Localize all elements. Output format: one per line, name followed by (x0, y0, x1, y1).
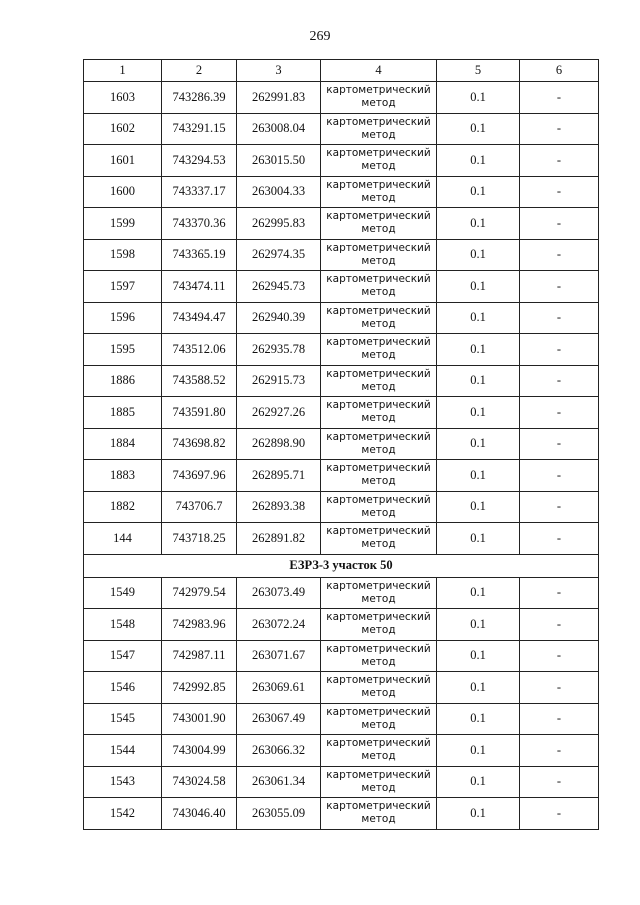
accuracy-cell: 0.1 (437, 798, 520, 830)
table-row (84, 491, 599, 523)
x-coordinate-cell: 743474.11 (162, 271, 237, 303)
y-coordinate-cell: 263015.50 (237, 145, 321, 177)
note-cell: - (520, 640, 599, 672)
method-text: картометрический (326, 399, 431, 412)
method-text: метод (361, 128, 396, 141)
header-cell: 3 (237, 60, 321, 82)
method-cell (321, 334, 437, 366)
header-cell: 1 (84, 60, 162, 82)
y-coordinate-cell: 262940.39 (237, 302, 321, 334)
method-cell (321, 271, 437, 303)
table-row (84, 365, 599, 397)
method-text: картометрический (326, 737, 431, 750)
accuracy-cell: 0.1 (437, 640, 520, 672)
point-number-cell: 1600 (84, 176, 162, 208)
x-coordinate-cell: 743591.80 (162, 397, 237, 429)
table-row (84, 460, 599, 492)
note-cell: - (520, 672, 599, 704)
method-text: картометрический (326, 147, 431, 160)
accuracy-cell: 0.1 (437, 176, 520, 208)
point-number-cell: 1545 (84, 703, 162, 735)
method-text: метод (361, 538, 396, 551)
point-number-cell: 1883 (84, 460, 162, 492)
table-row (84, 334, 599, 366)
accuracy-cell: 0.1 (437, 302, 520, 334)
accuracy-cell: 0.1 (437, 491, 520, 523)
y-coordinate-cell: 262945.73 (237, 271, 321, 303)
note-cell: - (520, 397, 599, 429)
method-text: картометрический (326, 705, 431, 718)
y-coordinate-cell: 263004.33 (237, 176, 321, 208)
method-cell (321, 703, 437, 735)
note-cell: - (520, 239, 599, 271)
method-text: метод (361, 781, 396, 794)
method-cell (321, 640, 437, 672)
accuracy-cell: 0.1 (437, 365, 520, 397)
note-cell: - (520, 491, 599, 523)
note-cell: - (520, 271, 599, 303)
method-text: метод (361, 750, 396, 763)
point-number-cell: 1886 (84, 365, 162, 397)
method-text: метод (361, 254, 396, 267)
table-row (84, 176, 599, 208)
method-cell (321, 145, 437, 177)
method-cell (321, 82, 437, 114)
accuracy-cell: 0.1 (437, 271, 520, 303)
y-coordinate-cell: 262974.35 (237, 239, 321, 271)
method-text: картометрический (326, 273, 431, 286)
note-cell: - (520, 176, 599, 208)
x-coordinate-cell: 743370.36 (162, 208, 237, 240)
method-text: метод (361, 687, 396, 700)
y-coordinate-cell: 262995.83 (237, 208, 321, 240)
point-number-cell: 144 (84, 523, 162, 555)
method-cell (321, 239, 437, 271)
x-coordinate-cell: 743512.06 (162, 334, 237, 366)
accuracy-cell: 0.1 (437, 766, 520, 798)
method-text: картометрический (326, 579, 431, 592)
point-number-cell: 1549 (84, 577, 162, 609)
table-row (84, 672, 599, 704)
method-text: метод (361, 380, 396, 393)
x-coordinate-cell: 742983.96 (162, 609, 237, 641)
method-cell (321, 460, 437, 492)
point-number-cell: 1597 (84, 271, 162, 303)
x-coordinate-cell: 743004.99 (162, 735, 237, 767)
note-cell: - (520, 798, 599, 830)
section-row (84, 554, 599, 577)
table-row (84, 113, 599, 145)
table-header-row (84, 60, 599, 82)
note-cell: - (520, 460, 599, 492)
y-coordinate-cell: 263073.49 (237, 577, 321, 609)
method-cell (321, 523, 437, 555)
method-text: метод (361, 624, 396, 637)
y-coordinate-cell: 262915.73 (237, 365, 321, 397)
table-row (84, 703, 599, 735)
x-coordinate-cell: 743291.15 (162, 113, 237, 145)
note-cell: - (520, 82, 599, 114)
y-coordinate-cell: 262893.38 (237, 491, 321, 523)
table-row (84, 208, 599, 240)
point-number-cell: 1602 (84, 113, 162, 145)
note-cell: - (520, 766, 599, 798)
point-number-cell: 1598 (84, 239, 162, 271)
x-coordinate-cell: 743706.7 (162, 491, 237, 523)
note-cell: - (520, 703, 599, 735)
note-cell: - (520, 577, 599, 609)
method-text: метод (361, 160, 396, 173)
method-text: метод (361, 191, 396, 204)
table-row (84, 428, 599, 460)
method-cell (321, 208, 437, 240)
method-cell (321, 798, 437, 830)
table-row (84, 397, 599, 429)
method-cell (321, 491, 437, 523)
accuracy-cell: 0.1 (437, 609, 520, 641)
point-number-cell: 1595 (84, 334, 162, 366)
x-coordinate-cell: 743697.96 (162, 460, 237, 492)
table-row (84, 302, 599, 334)
method-text: метод (361, 286, 396, 299)
x-coordinate-cell: 743718.25 (162, 523, 237, 555)
table-row (84, 577, 599, 609)
header-cell: 6 (520, 60, 599, 82)
x-coordinate-cell: 743024.58 (162, 766, 237, 798)
y-coordinate-cell: 262891.82 (237, 523, 321, 555)
accuracy-cell: 0.1 (437, 113, 520, 145)
accuracy-cell: 0.1 (437, 82, 520, 114)
x-coordinate-cell: 742987.11 (162, 640, 237, 672)
y-coordinate-cell: 263072.24 (237, 609, 321, 641)
point-number-cell: 1885 (84, 397, 162, 429)
table-row (84, 271, 599, 303)
method-text: метод (361, 718, 396, 731)
method-text: картометрический (326, 525, 431, 538)
method-cell (321, 609, 437, 641)
y-coordinate-cell: 262935.78 (237, 334, 321, 366)
x-coordinate-cell: 743588.52 (162, 365, 237, 397)
accuracy-cell: 0.1 (437, 208, 520, 240)
method-text: картометрический (326, 241, 431, 254)
method-text: картометрический (326, 768, 431, 781)
accuracy-cell: 0.1 (437, 334, 520, 366)
y-coordinate-cell: 263071.67 (237, 640, 321, 672)
method-text: картометрический (326, 462, 431, 475)
method-cell (321, 672, 437, 704)
method-text: метод (361, 317, 396, 330)
x-coordinate-cell: 742992.85 (162, 672, 237, 704)
x-coordinate-cell: 743698.82 (162, 428, 237, 460)
method-text: картометрический (326, 642, 431, 655)
y-coordinate-cell: 263055.09 (237, 798, 321, 830)
method-cell (321, 577, 437, 609)
accuracy-cell: 0.1 (437, 428, 520, 460)
method-text: метод (361, 475, 396, 488)
note-cell: - (520, 334, 599, 366)
page-number: 269 (309, 29, 331, 44)
method-text: метод (361, 443, 396, 456)
accuracy-cell: 0.1 (437, 239, 520, 271)
method-cell (321, 766, 437, 798)
point-number-cell: 1544 (84, 735, 162, 767)
point-number-cell: 1546 (84, 672, 162, 704)
method-text: метод (361, 97, 396, 110)
y-coordinate-cell: 263067.49 (237, 703, 321, 735)
accuracy-cell: 0.1 (437, 460, 520, 492)
accuracy-cell: 0.1 (437, 523, 520, 555)
x-coordinate-cell: 743046.40 (162, 798, 237, 830)
method-text: картометрический (326, 178, 431, 191)
accuracy-cell: 0.1 (437, 703, 520, 735)
note-cell: - (520, 145, 599, 177)
table-row (84, 609, 599, 641)
method-text: картометрический (326, 611, 431, 624)
x-coordinate-cell: 743294.53 (162, 145, 237, 177)
header-cell: 5 (437, 60, 520, 82)
x-coordinate-cell: 742979.54 (162, 577, 237, 609)
method-cell (321, 428, 437, 460)
method-cell (321, 113, 437, 145)
note-cell: - (520, 735, 599, 767)
method-text: картометрический (326, 304, 431, 317)
note-cell: - (520, 302, 599, 334)
accuracy-cell: 0.1 (437, 577, 520, 609)
y-coordinate-cell: 263069.61 (237, 672, 321, 704)
note-cell: - (520, 113, 599, 145)
y-coordinate-cell: 262895.71 (237, 460, 321, 492)
note-cell: - (520, 208, 599, 240)
x-coordinate-cell: 743365.19 (162, 239, 237, 271)
method-cell (321, 365, 437, 397)
method-text: картометрический (326, 115, 431, 128)
table-row (84, 239, 599, 271)
point-number-cell: 1603 (84, 82, 162, 114)
method-text: картометрический (326, 367, 431, 380)
point-number-cell: 1596 (84, 302, 162, 334)
point-number-cell: 1547 (84, 640, 162, 672)
note-cell: - (520, 428, 599, 460)
method-text: метод (361, 412, 396, 425)
x-coordinate-cell: 743337.17 (162, 176, 237, 208)
table-row (84, 145, 599, 177)
method-text: картометрический (326, 493, 431, 506)
point-number-cell: 1542 (84, 798, 162, 830)
accuracy-cell: 0.1 (437, 672, 520, 704)
table-row (84, 640, 599, 672)
table-row (84, 798, 599, 830)
coordinates-table (83, 59, 599, 830)
table-row (84, 82, 599, 114)
x-coordinate-cell: 743494.47 (162, 302, 237, 334)
x-coordinate-cell: 743001.90 (162, 703, 237, 735)
point-number-cell: 1882 (84, 491, 162, 523)
point-number-cell: 1543 (84, 766, 162, 798)
method-text: картометрический (326, 430, 431, 443)
method-text: метод (361, 655, 396, 668)
header-cell: 4 (321, 60, 437, 82)
accuracy-cell: 0.1 (437, 145, 520, 177)
note-cell: - (520, 523, 599, 555)
point-number-cell: 1599 (84, 208, 162, 240)
method-text: метод (361, 349, 396, 362)
y-coordinate-cell: 262927.26 (237, 397, 321, 429)
y-coordinate-cell: 263066.32 (237, 735, 321, 767)
method-cell (321, 302, 437, 334)
y-coordinate-cell: 263008.04 (237, 113, 321, 145)
point-number-cell: 1884 (84, 428, 162, 460)
method-cell (321, 397, 437, 429)
method-text: метод (361, 506, 396, 519)
method-cell (321, 176, 437, 208)
table-row (84, 523, 599, 555)
table-row (84, 766, 599, 798)
point-number-cell: 1601 (84, 145, 162, 177)
method-cell (321, 735, 437, 767)
method-text: картометрический (326, 336, 431, 349)
accuracy-cell: 0.1 (437, 397, 520, 429)
method-text: картометрический (326, 674, 431, 687)
section-title: ЕЗРЗ-3 участок 50 (84, 554, 599, 577)
y-coordinate-cell: 262991.83 (237, 82, 321, 114)
method-text: картометрический (326, 210, 431, 223)
note-cell: - (520, 609, 599, 641)
header-cell: 2 (162, 60, 237, 82)
y-coordinate-cell: 263061.34 (237, 766, 321, 798)
method-text: картометрический (326, 800, 431, 813)
method-text: метод (361, 813, 396, 826)
method-text: метод (361, 592, 396, 605)
y-coordinate-cell: 262898.90 (237, 428, 321, 460)
x-coordinate-cell: 743286.39 (162, 82, 237, 114)
method-text: картометрический (326, 84, 431, 97)
method-text: метод (361, 223, 396, 236)
note-cell: - (520, 365, 599, 397)
accuracy-cell: 0.1 (437, 735, 520, 767)
point-number-cell: 1548 (84, 609, 162, 641)
table-row (84, 735, 599, 767)
